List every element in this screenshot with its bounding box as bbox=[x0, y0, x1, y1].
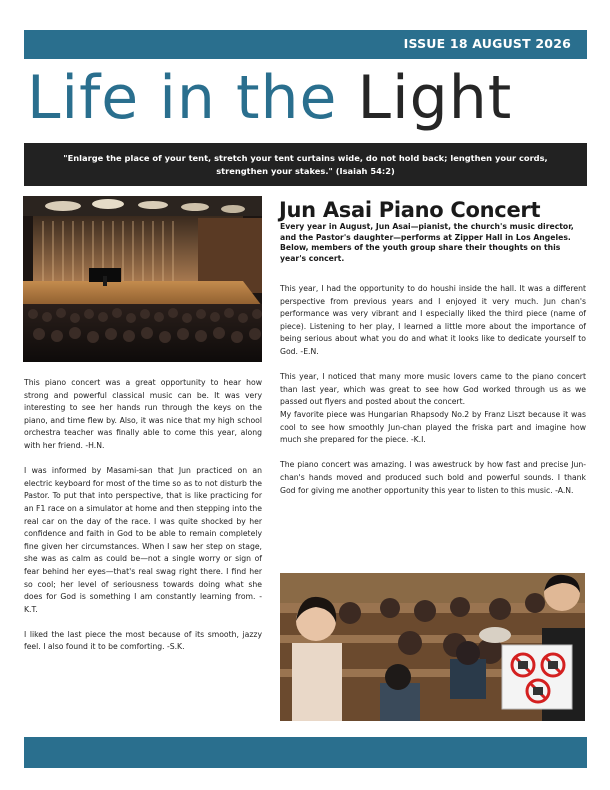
article-intro: Every year in August, Jun Asai—pianist, the church's music director, and the Pastor's daughter—performs at Zipper Hall in Los Angeles. Below, members of the youth group share their thoughts on this year's concert. bbox=[280, 222, 574, 263]
article-title: Jun Asai Piano Concert bbox=[279, 198, 541, 222]
reflection-paragraph: This year, I had the opportunity to do houshi inside the hall. It was a different perspective from previous years and I enjoyed it very much. Jun chan's performance was very vibrant and I especially liked the third piece (name of piece). Listening to her play, I learned a little more about the importance of being serious about what you do and what it looks like to dedicate yourself to God. -E.N. bbox=[280, 284, 586, 356]
right-column-text bbox=[280, 283, 586, 510]
left-column-text bbox=[24, 377, 262, 667]
scripture-quote: "Enlarge the place of your tent, stretch your tent curtains wide, do not hold back; lengthen your cords, strengthen your stakes." (Isaiah 54:2) bbox=[63, 152, 548, 176]
top-banner bbox=[24, 30, 587, 59]
scripture-banner bbox=[24, 143, 587, 186]
masthead-title bbox=[27, 62, 512, 134]
masthead-part-2: Light bbox=[357, 63, 513, 133]
bottom-banner bbox=[24, 737, 587, 768]
reflection-paragraph: The piano concert was amazing. I was awestruck by how fast and precise Jun-chan's hands moved and produced such bold and powerful sounds. I thank God for giving me another opportunity this year to listen to this music. -A.N. bbox=[280, 460, 586, 495]
audience-group-photo bbox=[280, 573, 585, 721]
reflection-paragraph: I liked the last piece the most because of its smooth, jazzy feel. I also found it to be comforting. -S.K. bbox=[24, 629, 262, 652]
reflection-paragraph: This year, I noticed that many more music lovers came to the piano concert than last year, which was great to see how God worked through us as we passed out flyers and posted about the concert. My favorite piece was Hungarian Rhapsody No.2 by Franz Liszt because it was cool to see how smoothly Jun-chan played the friska part and imagine how much she prepared for the piece. -K.I. bbox=[280, 372, 586, 445]
reflection-paragraph: This piano concert was a great opportunity to hear how strong and powerful classical music can be. It was very interesting to see her hands run through the keys on the piano, and time flew by. Also, it was nice that my high school orchestra teacher was finally able to come this year, along with her friend. -H.N. bbox=[24, 378, 262, 450]
reflection-paragraph: I was informed by Masami-san that Jun practiced on an electric keyboard for most of the time so as to not disturb the Pastor. To put that into perspective, that is like practicing for an F1 race on a simulator at home and then stepping into the real car on the day of the race. I was quite shocked by her confidence and faith in God to be able to remain completely fine given her circumstances. When I saw her step on stage, she was as calm as could be—not a single worry or sign of fear behind her eyes—that's real swag right there. I find her so cool; her level of seriousness towards doing what she does for God is something I am constantly learning from. -K.T. bbox=[24, 466, 262, 614]
concert-hall-photo bbox=[23, 196, 262, 362]
issue-label: ISSUE 18 AUGUST 2026 bbox=[403, 36, 571, 51]
masthead-part-1: Life in the bbox=[27, 63, 358, 133]
